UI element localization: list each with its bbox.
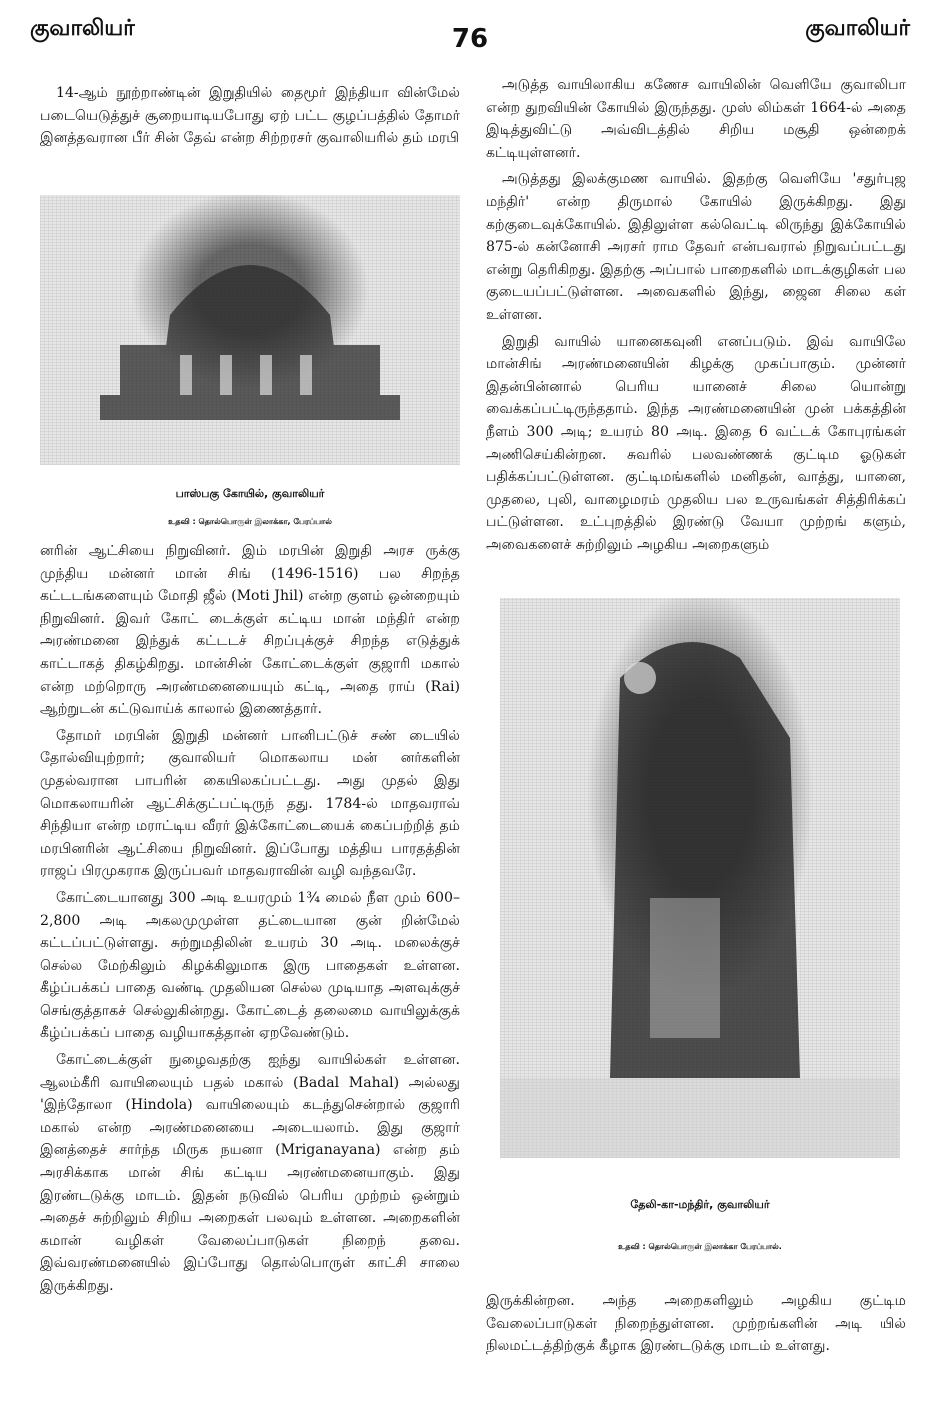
figure-caption: பாஸ்பகு கோயில், குவாலியர் <box>175 487 325 500</box>
paragraph: அடுத்த வாயிலாகிய கணேச வாயிலின் வெளியே குவாலிபா என்ற துறவியின் கோயில் இருந்தது. முஸ் லிம்கள் 1664-ல் அதை இடித்துவிட்டு அவ்விடத்தில் சிறிய மசூதி ஒன்றைக் கட்டியுள்ளனர். <box>486 77 906 161</box>
right-column-top <box>486 74 906 560</box>
figure-credit: உதவி : தொல்பொருள் இலாக்கா, பேரப்பால் <box>168 517 332 526</box>
running-header-right: குவாலியர் <box>805 16 910 41</box>
temple-photo-teli-ka-mandir <box>500 598 900 1158</box>
paragraph: தோமர் மரபின் இறுதி மன்னர் பானிபட்டுச் சண் டையில் தோல்வியுற்றார்; குவாலியர் மொகலாய மன் னர்களின் முதல்வரான பாபரின் கையிலகப்பட்டது. அது முதல் இது மொகலாயரின் ஆட்சிக்குட்பட்டிருந் தது. 1784-ல் மாதவராவ் சிந்தியா என்ற மராட்டிய வீரர் இக்கோட்டையைக் கைப்பற்றித் தம் மரபினரின் ஆட்சியை நிறுவினர். இப்போது மத்திய பாரதத்தின் ராஜப் பிரமுகராக இருப்பவர் மாதவராவின் வழி வந்தவரே. <box>40 727 460 880</box>
paragraph: னரின் ஆட்சியை நிறுவினர். இம் மரபின் இறுதி அரச ருக்கு முந்திய மன்னர் மான் சிங் (1496-1516) பல சிறந்த கட்டடங்களையும் மோதி ஜீல் (Moti Jhil) என்ற குளம் ஒன்றையும் நிறுவினர். இவர் கோட் டைக்குள் கட்டிய மான் மந்திர் என்ற அரண்மனை இந்துக் கட்டடச் சிறப்புக்குச் சிறந்த எடுத்துக் காட்டாகத் திகழ்கிறது. மான்சின் கோட்டைக்குள் குஜாரி மகால் என்ற மற்றொரு அரண்மனையையும் கட்டி, அதை ராய் (Rai) ஆற்றுடன் கட்டுவாய்க் காலால் இணைத்தார். <box>40 543 460 718</box>
paragraph: அடுத்தது இலக்குமண வாயில். இதற்கு வெளியே 'சதுர்புஜ மந்திர்' என்ற திருமால் கோயில் இருக்கிறது. இது கற்குடைவுக்கோயில். இதிலுள்ள கல்வெட்டி லிருந்து இக்கோயில் 875-ல் கன்னோசி அரசர் ராம தேவர் என்பவரால் நிறுவப்பட்டது என்று தெரிகிறது. இதற்கு அப்பால் பாறைகளில் மாடக்குழிகள் பல குடையப்பட்டுள்ளன. அவைகளில் இந்து, ஜைன சிலை கள் உள்ளன. <box>486 171 906 323</box>
figure-caption: தேலி-கா-மந்திர், குவாலியர் <box>630 1198 770 1211</box>
paragraph: 14-ஆம் நூற்றாண்டின் இறுதியில் தைமூர் இந்தியா வின்மேல் படையெடுத்துச் சூறையாடியபோது ஏற் பட்ட குழப்பத்தில் தோமர் இனத்தவரான பீர் சின் தேவ் என்ற சிற்றரசர் குவாலியரில் தம் மரபி <box>40 85 460 147</box>
page-number: 76 <box>451 24 489 54</box>
paragraph: இறுதி வாயில் யானைகவுனி எனப்படும். இவ் வாயிலே மான்சிங் அரண்மனையின் கிழக்கு முகப்பாகும். முன்னர் இதன்பின்னால் பெரிய யானைச் சிலை யொன்று வைக்கப்பட்டிருந்ததாம். இந்த அரண்மனையின் முன் பக்கத்தின் நீளம் 300 அடி; உயரம் 80 அடி. இதை 6 வட்டக் கோபுரங்கள் அணிசெய்கின்றன. சுவரில் பலவண்ணக் குட்டிம ஓடுகள் பதிக்கப்பட்டுள்ளன. குட்டிமங்களில் மனிதன், வாத்து, யானை, முதலை, புலி, வாழைமரம் முதலிய பல உருவங்கள் சித்திரிக்கப் பட்டுள்ளன. உட்புறத்தில் இரண்டு வேயா முற்றங் களும், அவைகளைச் சுற்றிலும் அழகிய அறைகளும் <box>486 333 906 553</box>
left-column-body <box>40 540 460 1302</box>
paragraph: கோட்டைக்குள் நுழைவதற்கு ஐந்து வாயில்கள் உள்ளன. ஆலம்கீரி வாயிலையும் பதல் மகால் (Badal Mahal) அல்லது 'இந்தோலா (Hindola) வாயிலையும் கடந்துசென்றால் குஜாரி மகால் என்ற அரண்மனையை அடையலாம். இது குஜார் இனத்தைச் சார்ந்த மிருக நயனா (Mriganayana) என்ற தம் அரசிக்காக மான் சிங் கட்டிய அரண்மனையாகும். இது இரண்டடுக்கு மாடம். இதன் நடுவில் பெரிய முற்றம் ஒன்றும் அதைச் சுற்றிலும் சிறிய அறைகள் பலவும் உள்ளன. அறைகளின் கமான் வழிகள் வேலைப்பாடுகள் நிறைந் தவை. இவ்வரண்மனையில் இப்போது தொல்பொருள் காட்சி சாலை இருக்கிறது. <box>40 1052 460 1294</box>
running-header-left: குவாலியர் <box>30 16 135 41</box>
right-column-bottom <box>486 1290 906 1362</box>
paragraph: இருக்கின்றன. அந்த அறைகளிலும் அழகிய குட்டிம வேலைப்பாடுகள் நிறைந்துள்ளன. முற்றங்களின் அடி யில் நிலமட்டத்திற்குக் கீழாக இரண்டடுக்கு மாடம் உள்ளது. <box>486 1293 906 1355</box>
left-column-top <box>40 82 460 154</box>
figure-credit: உதவி : தொல்பொருள் இலாக்கா பேரப்பால். <box>618 1242 782 1251</box>
temple-photo-sas-bahu <box>40 195 460 465</box>
paragraph: கோட்டையானது 300 அடி உயரமும் 1¾ மைல் நீள மும் 600–2,800 அடி அகலமுமுள்ள தட்டையான குன் றின்மேல் கட்டப்பட்டுள்ளது. சுற்றுமதிலின் உயரம் 30 அடி. மலைக்குச் செல்ல மேற்கிலும் கிழக்கிலுமாக இரு பாதைகள் உள்ளன. கீழ்ப்பக்கப் பாதை வண்டி முதலியன செல்ல முடியாத அளவுக்குச் செங்குத்தாகச் செல்லுகின்றது. கோட்டைத் தலைமை வாயிலுக்குக் கீழ்ப்பக்கப் பாதை வழியாகத்தான் ஏறவேண்டும். <box>40 889 460 1042</box>
